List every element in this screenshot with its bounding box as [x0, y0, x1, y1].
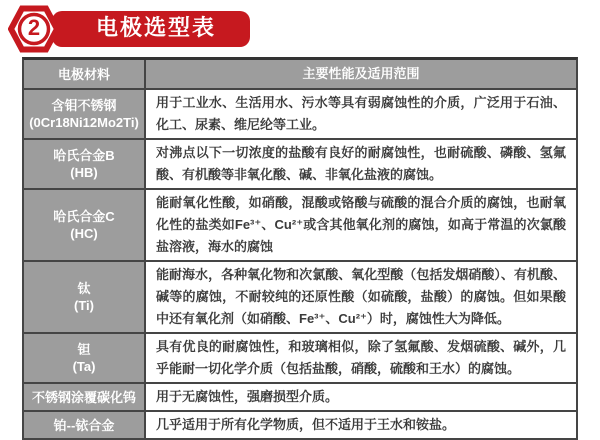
material-cell — [24, 90, 146, 138]
table-row — [24, 138, 576, 188]
table-row — [24, 410, 576, 438]
step-badge — [8, 5, 60, 53]
material-name: 钽 — [77, 342, 91, 357]
description-cell — [146, 262, 576, 332]
material-name: 钛 — [77, 281, 91, 296]
column-header-performance: 主要性能及适用范围 — [146, 60, 576, 88]
description-text: 能耐氧化性酸，如硝酸，混酸或铬酸与硫酸的混合介质的腐蚀，也耐氧化性的盐类如Fe³⁺、Cu²⁺或含其他氧化剂的腐蚀，如高于常温的次氯酸盐溶液，海水的腐蚀 — [156, 195, 566, 254]
material-code: (Ti) — [74, 298, 94, 313]
material-code: (HB) — [70, 165, 98, 180]
description-cell — [146, 140, 576, 188]
material-cell — [24, 384, 146, 410]
description-cell — [146, 412, 576, 438]
table-header-row — [24, 60, 576, 88]
material-cell — [24, 262, 146, 332]
electrode-selection-table — [22, 57, 578, 440]
material-cell — [24, 190, 146, 260]
table-row — [24, 332, 576, 382]
table-row — [24, 88, 576, 138]
table-row — [24, 260, 576, 332]
table-row — [24, 188, 576, 260]
description-text: 能耐海水，各种氧化物和次氯酸、氧化型酸（包括发烟硝酸）、有机酸、碱等的腐蚀，不耐较纯的还原性酸（如硫酸，盐酸）的腐蚀。但如果酸中还有氧化剂（如硝酸、Fe³⁺、Cu²⁺）时，腐蚀性大为降低。 — [156, 267, 566, 326]
material-name: 哈氏合金B — [53, 148, 115, 163]
badge-number: 2 — [27, 15, 41, 40]
material-cell — [24, 412, 146, 438]
material-code: (0Cr18Ni12Mo2Ti) — [29, 115, 139, 130]
material-name: 哈氏合金C — [53, 209, 115, 224]
description-cell — [146, 90, 576, 138]
title-banner — [52, 11, 250, 47]
material-cell — [24, 334, 146, 382]
table-row — [24, 382, 576, 410]
description-cell — [146, 384, 576, 410]
material-cell — [24, 140, 146, 188]
material-code: (Ta) — [72, 359, 96, 374]
material-name: 铂--铱合金 — [53, 417, 115, 433]
description-cell — [146, 190, 576, 260]
description-cell — [146, 334, 576, 382]
description-text: 几乎适用于所有化学物质，但不适用于王水和铵盐。 — [156, 417, 456, 432]
column-header-material: 电极材料 — [24, 60, 146, 88]
description-text: 用于无腐蚀性，强磨损型介质。 — [156, 389, 339, 404]
description-text: 具有优良的耐腐蚀性，和玻璃相似，除了氢氟酸、发烟硫酸、碱外，几乎能耐一切化学介质（包括盐酸，硝酸，硫酸和王水）的腐蚀。 — [156, 339, 566, 376]
material-code: (HC) — [70, 226, 98, 241]
section-title: 电极选型表 — [96, 15, 217, 40]
description-text: 用于工业水、生活用水、污水等具有弱腐蚀性的介质，广泛用于石油、化工、尿素、维尼纶等工业。 — [156, 95, 566, 132]
section-header — [0, 0, 600, 56]
description-text: 对沸点以下一切浓度的盐酸有良好的耐腐蚀性，也耐硫酸、磷酸、氢氟酸、有机酸等非氧化酸、碱、非氧化盐液的腐蚀。 — [156, 145, 566, 182]
material-name: 含钼不锈钢 — [51, 98, 117, 113]
material-name: 不锈钢涂覆碳化钨 — [31, 389, 136, 405]
